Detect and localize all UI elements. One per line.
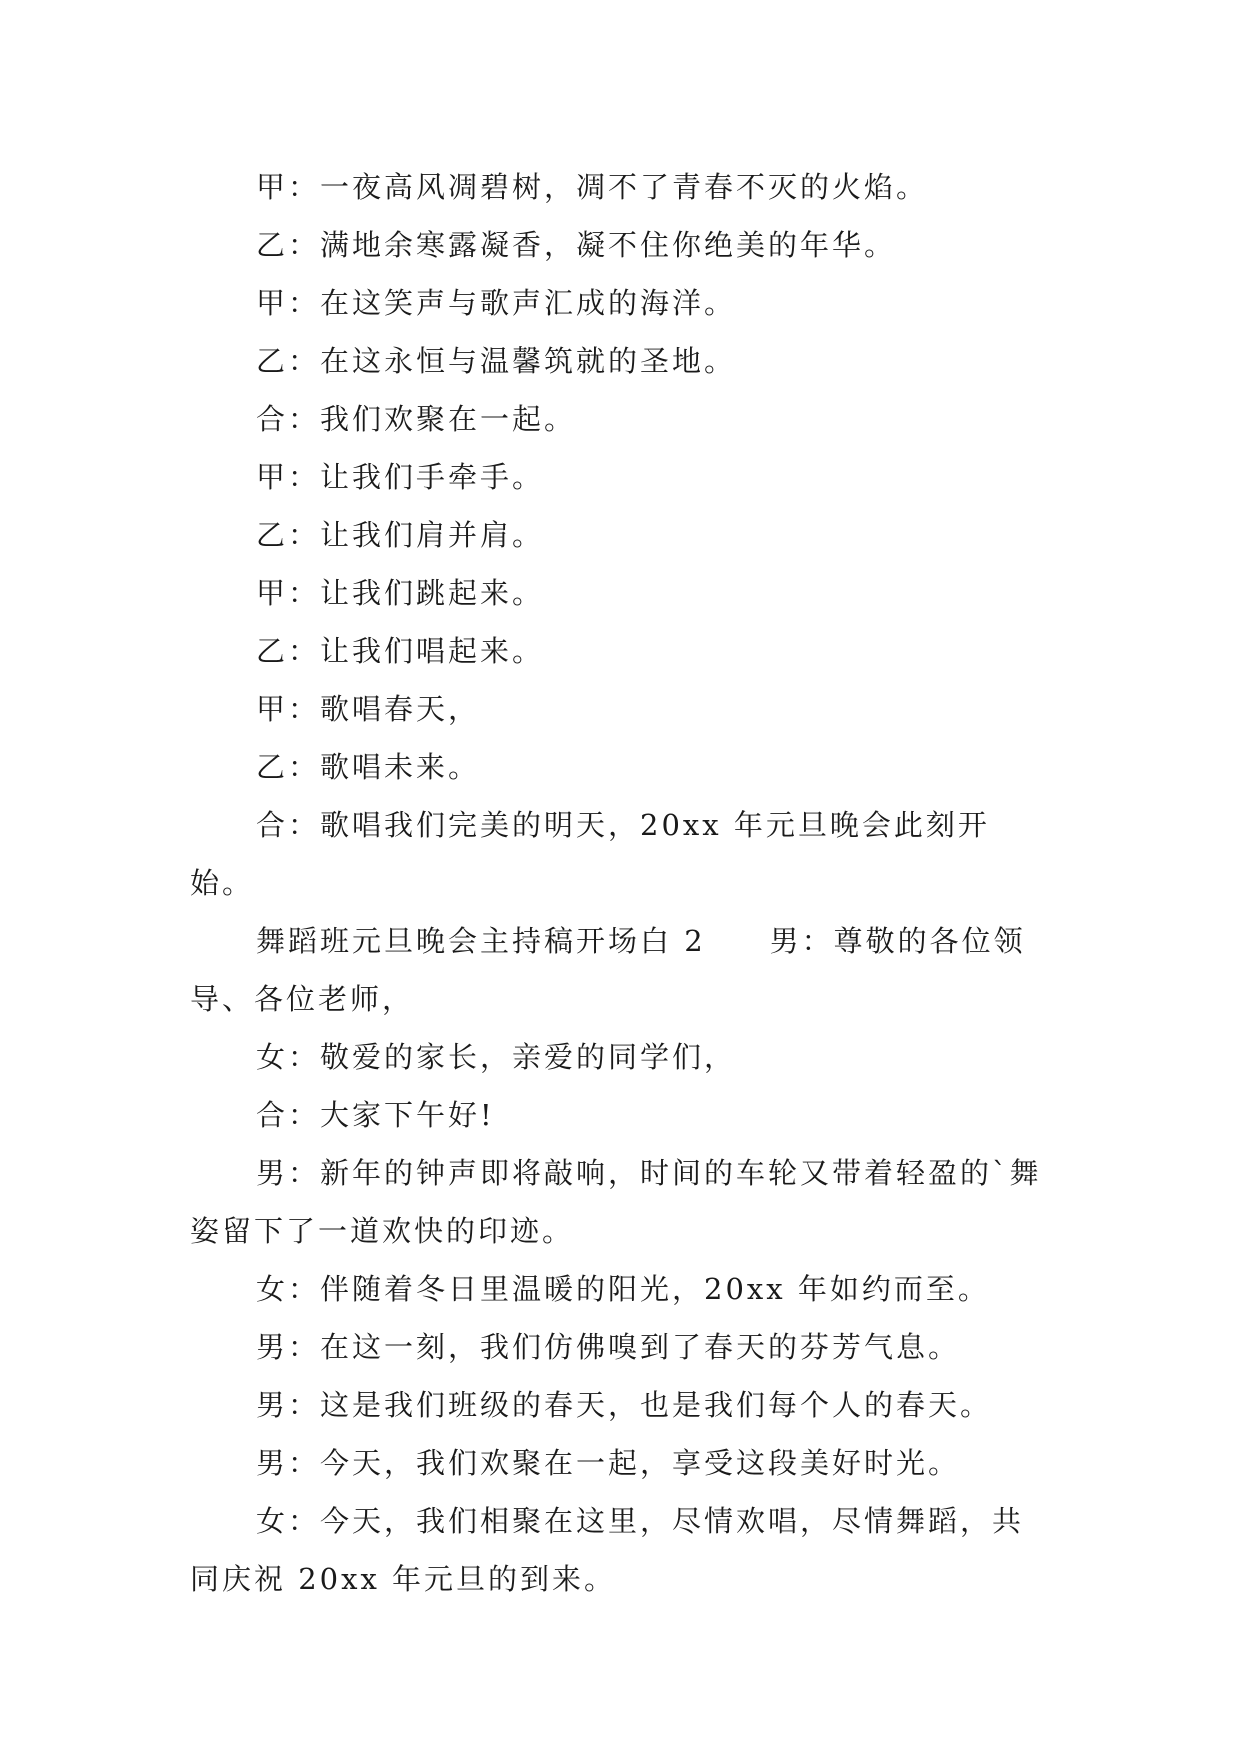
paragraph: 乙：让我们肩并肩。 xyxy=(256,518,545,552)
paragraph: 甲：让我们手牵手。 xyxy=(256,460,545,494)
paragraph: 男：在这一刻，我们仿佛嗅到了春天的芬芳气息。 xyxy=(256,1330,961,1364)
paragraph: 乙：满地余寒露凝香，凝不住你绝美的年华。 xyxy=(256,228,897,262)
paragraph: 男：今天，我们欢聚在一起，享受这段美好时光。 xyxy=(256,1446,961,1480)
paragraph: 合：我们欢聚在一起。 xyxy=(256,402,577,436)
paragraph: 甲：一夜高风凋碧树，凋不了青春不灭的火焰。 xyxy=(256,170,929,204)
paragraph: 舞蹈班元旦晚会主持稿开场白 2 男：尊敬的各位领导、各位老师， xyxy=(190,924,1026,1016)
paragraph: 男：这是我们班级的春天，也是我们每个人的春天。 xyxy=(256,1388,993,1422)
paragraph: 乙：在这永恒与温馨筑就的圣地。 xyxy=(256,344,737,378)
document-body xyxy=(190,158,1052,1608)
paragraph: 合：大家下午好! xyxy=(256,1098,495,1132)
paragraph: 甲：让我们跳起来。 xyxy=(256,576,545,610)
paragraph: 男：新年的钟声即将敲响，时间的车轮又带着轻盈的`舞姿留下了一道欢快的印迹。 xyxy=(190,1156,1042,1248)
paragraph: 合：歌唱我们完美的明天，20xx 年元旦晚会此刻开始。 xyxy=(190,808,990,900)
paragraph: 甲：歌唱春天， xyxy=(256,692,481,726)
paragraph: 乙：歌唱未来。 xyxy=(256,750,481,784)
paragraph: 乙：让我们唱起来。 xyxy=(256,634,545,668)
paragraph: 甲：在这笑声与歌声汇成的海洋。 xyxy=(256,286,737,320)
paragraph: 女：今天，我们相聚在这里，尽情欢唱，尽情舞蹈，共同庆祝 20xx 年元旦的到来。 xyxy=(190,1504,1025,1596)
paragraph: 女：伴随着冬日里温暖的阳光，20xx 年如约而至。 xyxy=(256,1272,990,1306)
paragraph: 女：敬爱的家长，亲爱的同学们， xyxy=(256,1040,737,1074)
